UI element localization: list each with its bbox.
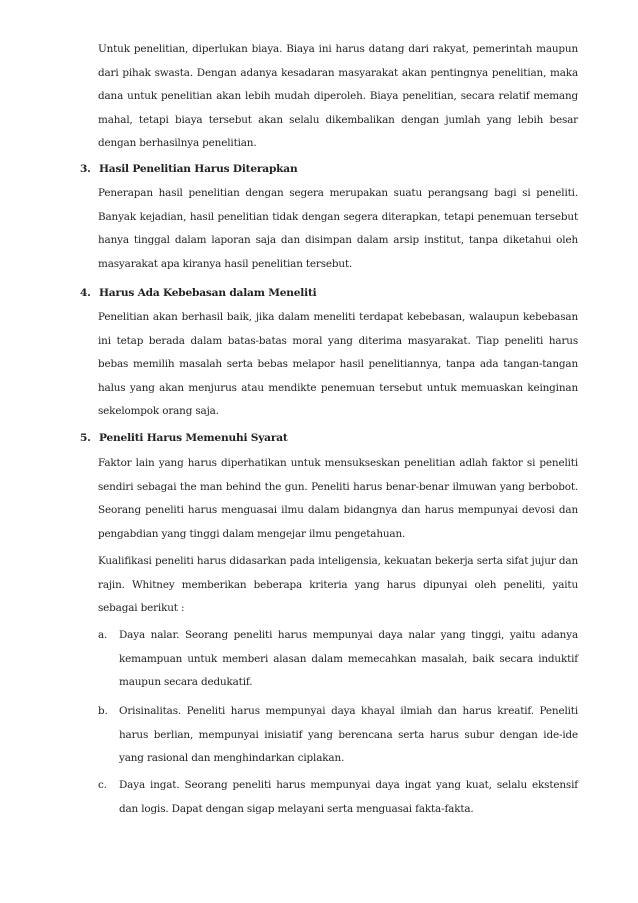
- list-item-letter: b.: [98, 705, 108, 717]
- section-5-paragraph-1: Faktor lain yang harus diperhatikan untuk mensukseskan penelitian adlah faktor si peneliti sendiri sebagai the man behind the gun. Peneliti harus benar-benar ilmuwan yang berbobot. Seorang peneliti harus menguasai ilmu dalam bidangnya dan harus mempunyai devosi dan pengabdian yang tinggi dalam mengejar ilmu pengetahuan.: [98, 457, 578, 540]
- section-title: Hasil Penelitian Harus Diterapkan: [99, 163, 298, 175]
- section-heading-4: [80, 285, 580, 301]
- list-item-c: [98, 774, 578, 821]
- section-title: Peneliti Harus Memenuhi Syarat: [99, 432, 288, 444]
- list-item-text: Daya nalar. Seorang peneliti harus mempunyai daya nalar yang tinggi, yaitu adanya kemampuan untuk memberi alasan dalam memecahkan masalah, baik secara induktif maupun secara dedukatif.: [119, 629, 578, 689]
- list-item-a: [98, 624, 578, 695]
- list-item-text: Daya ingat. Seorang peneliti harus mempunyai daya ingat yang kuat, selalu ekstensif dan logis. Dapat dengan sigap melayani serta menguasai fakta-fakta.: [119, 779, 578, 815]
- intro-paragraph: Untuk penelitian, diperlukan biaya. Biaya ini harus datang dari rakyat, pemerintah maupun dari pihak swasta. Dengan adanya kesadaran masyarakat akan pentingnya penelitian, maka dana untuk penelitian akan lebih mudah diperoleh. Biaya penelitian, secara relatif memang mahal, tetapi biaya tersebut akan selalu dikembalikan dengan jumlah yang lebih besar dengan berhasilnya penelitian.: [98, 43, 578, 150]
- section-number: 4.: [80, 287, 91, 299]
- section-heading-5: [80, 430, 580, 446]
- section-5-paragraph-2: Kualifikasi peneliti harus didasarkan pada inteligensia, kekuatan bekerja serta sifat jujur dan rajin. Whitney memberikan beberapa kriteria yang harus dipunyai oleh peneliti, yaitu sebagai berikut :: [98, 555, 578, 615]
- section-heading-3: [80, 161, 580, 177]
- section-4-paragraph: Penelitian akan berhasil baik, jika dalam meneliti terdapat kebebasan, walaupun kebebasan ini tetap berada dalam batas-batas moral yang diterima masyarakat. Tiap peneliti harus bebas memilih masalah serta bebas melapor hasil penelitiannya, tanpa ada tangan-tangan halus yang akan menjurus atau mendikte penemuan tersebut untuk memuaskan keinginan sekelompok orang saja.: [98, 311, 578, 418]
- list-item-letter: a.: [98, 629, 108, 641]
- section-number: 3.: [80, 163, 91, 175]
- list-item-b: [98, 700, 578, 771]
- section-title: Harus Ada Kebebasan dalam Meneliti: [99, 287, 317, 299]
- section-number: 5.: [80, 432, 91, 444]
- section-3-paragraph: Penerapan hasil penelitian dengan segera merupakan suatu perangsang bagi si peneliti. Banyak kejadian, hasil penelitian tidak dengan segera diterapkan, tetapi penemuan tersebut hanya tinggal dalam laporan saja dan disimpan dalam arsip institut, tanpa diketahui oleh masyarakat apa kiranya hasil penelitian tersebut.: [98, 187, 578, 270]
- list-item-text: Orisinalitas. Peneliti harus mempunyai daya khayal ilmiah dan harus kreatif. Peneliti harus berlian, mempunyai inisiatif yang berencana serta harus subur dengan ide-ide yang rasional dan menghindarkan ciplakan.: [119, 705, 578, 765]
- list-item-letter: c.: [98, 779, 107, 791]
